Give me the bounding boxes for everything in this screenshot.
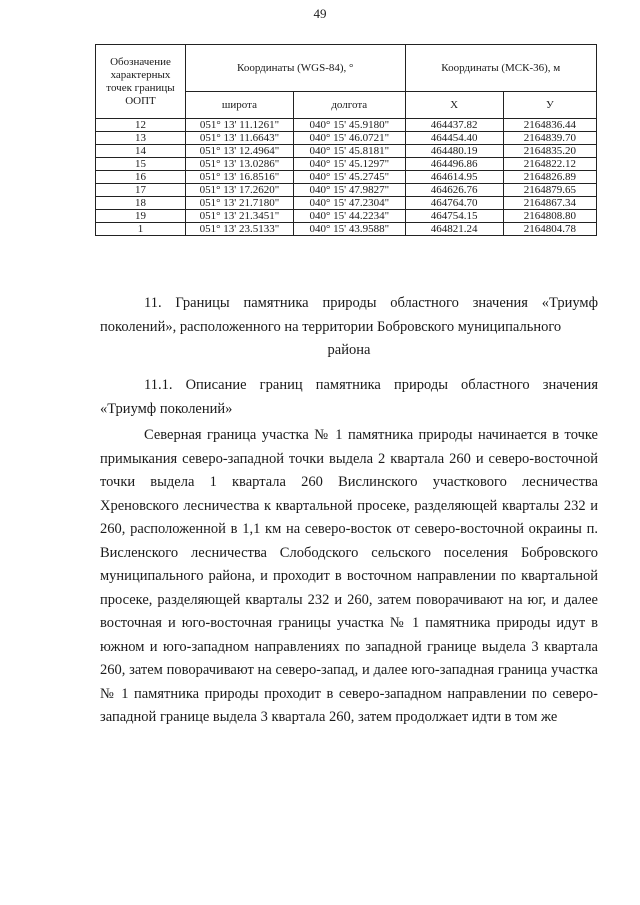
cell-x: 464454.40 <box>405 132 503 145</box>
cell-longitude: 040° 15' 45.2745" <box>293 171 405 184</box>
section-title-main: 11. Границы памятника природы областного значения «Триумф поколений», расположенного на территории Бобровского муниципального <box>100 295 598 335</box>
cell-point: 19 <box>96 210 186 223</box>
table-row <box>96 119 597 132</box>
cell-longitude: 040° 15' 45.1297" <box>293 158 405 171</box>
cell-point: 1 <box>96 223 186 236</box>
cell-point: 13 <box>96 132 186 145</box>
header-longitude: долгота <box>293 92 405 119</box>
cell-x: 464764.70 <box>405 197 503 210</box>
body-paragraph: Северная граница участка № 1 памятника природы начинается в точке примыкания северо-западной точки выдела 2 квартала 260 и северо-восточной точки выдела 1 квартала 260 Вислинского участкового лесничества Хреновского лесничества к квартальной просеке, разделяющей кварталы 232 и 260, расположенной в 1,1 км на северо-восток от северо-восточной окраины п. Висленского лесничества Слободского сельского поселения Бобровского муниципального района, и проходит в восточном направлении по квартальной просеке, разделяющей кварталы 232 и 260, затем поворачивают на юг, и далее восточная и юго-восточная границы участка № 1 памятника природы идут в южном и юго-западном направлениях по западной границе выдела 3 квартала 260, затем поворачивают на северо-запад, и далее юго-западная граница участка № 1 памятника природы проходит в северо-западном направлении по северо-западной границе выдела 3 квартала 260, затем продолжает идти в том же <box>100 427 598 725</box>
header-x: X <box>405 92 503 119</box>
cell-longitude: 040° 15' 45.9180" <box>293 119 405 132</box>
cell-x: 464496.86 <box>405 158 503 171</box>
table-row <box>96 197 597 210</box>
cell-y: 2164822.12 <box>503 158 596 171</box>
cell-latitude: 051° 13' 16.8516" <box>185 171 293 184</box>
cell-latitude: 051° 13' 23.5133" <box>185 223 293 236</box>
cell-point: 16 <box>96 171 186 184</box>
table-row <box>96 145 597 158</box>
cell-longitude: 040° 15' 47.9827" <box>293 184 405 197</box>
cell-y: 2164808.80 <box>503 210 596 223</box>
cell-x: 464480.19 <box>405 145 503 158</box>
header-point-designation: Обозначение характерных точек границы ООПТ <box>96 45 186 119</box>
header-msk36: Координаты (МСК-36), м <box>405 45 596 92</box>
coordinates-table <box>95 44 597 236</box>
cell-x: 464626.76 <box>405 184 503 197</box>
cell-y: 2164879.65 <box>503 184 596 197</box>
cell-longitude: 040° 15' 45.8181" <box>293 145 405 158</box>
cell-x: 464614.95 <box>405 171 503 184</box>
cell-latitude: 051° 13' 11.6643" <box>185 132 293 145</box>
table-row <box>96 158 597 171</box>
cell-latitude: 051° 13' 21.3451" <box>185 210 293 223</box>
cell-longitude: 040° 15' 47.2304" <box>293 197 405 210</box>
table-row <box>96 184 597 197</box>
header-y: У <box>503 92 596 119</box>
cell-longitude: 040° 15' 46.0721" <box>293 132 405 145</box>
cell-latitude: 051° 13' 13.0286" <box>185 158 293 171</box>
subsection-title: 11.1. Описание границ памятника природы областного значения «Триумф поколений» <box>100 377 598 417</box>
cell-point: 14 <box>96 145 186 158</box>
cell-point: 17 <box>96 184 186 197</box>
cell-x: 464821.24 <box>405 223 503 236</box>
table-row <box>96 210 597 223</box>
cell-y: 2164839.70 <box>503 132 596 145</box>
cell-latitude: 051° 13' 17.2620" <box>185 184 293 197</box>
cell-point: 18 <box>96 197 186 210</box>
header-latitude: широта <box>185 92 293 119</box>
cell-x: 464754.15 <box>405 210 503 223</box>
page-number: 49 <box>313 6 327 21</box>
cell-longitude: 040° 15' 44.2234" <box>293 210 405 223</box>
cell-point: 12 <box>96 119 186 132</box>
header-wgs84: Координаты (WGS-84), ° <box>185 45 405 92</box>
cell-latitude: 051° 13' 21.7180" <box>185 197 293 210</box>
cell-y: 2164826.89 <box>503 171 596 184</box>
cell-longitude: 040° 15' 43.9588" <box>293 223 405 236</box>
table-row <box>96 223 597 236</box>
cell-latitude: 051° 13' 11.1261" <box>185 119 293 132</box>
table-row <box>96 171 597 184</box>
cell-point: 15 <box>96 158 186 171</box>
cell-y: 2164867.34 <box>503 197 596 210</box>
cell-latitude: 051° 13' 12.4964" <box>185 145 293 158</box>
section-title-last-line: района <box>327 342 371 358</box>
cell-y: 2164835.20 <box>503 145 596 158</box>
cell-y: 2164836.44 <box>503 119 596 132</box>
cell-x: 464437.82 <box>405 119 503 132</box>
section-title <box>100 292 598 363</box>
cell-y: 2164804.78 <box>503 223 596 236</box>
table-row <box>96 132 597 145</box>
